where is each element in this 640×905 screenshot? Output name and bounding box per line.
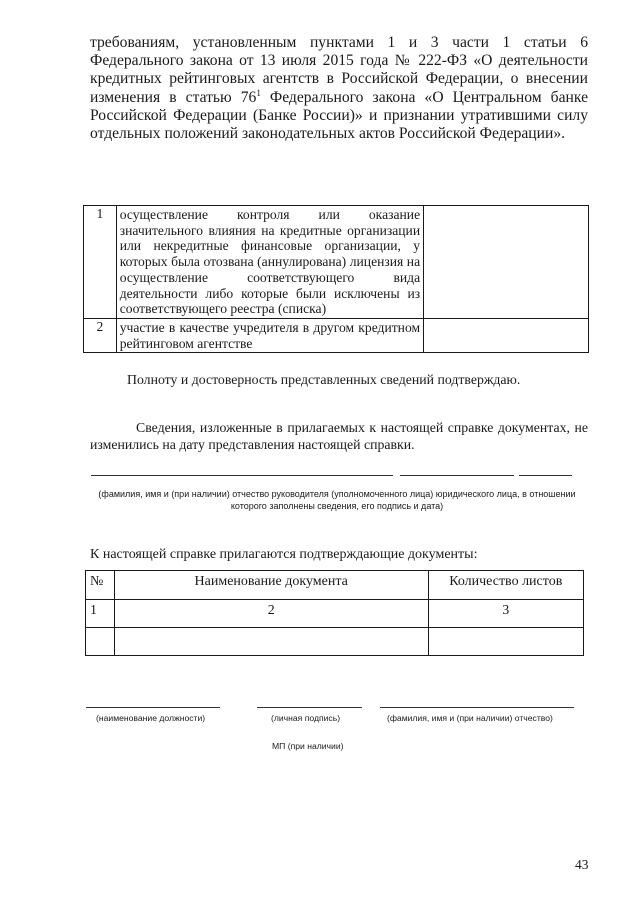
column-header-number: № — [86, 571, 115, 600]
table-header-row — [86, 571, 584, 600]
row-number: 2 — [84, 318, 117, 352]
table-cell: 2 — [114, 600, 428, 628]
page-number: 43 — [575, 857, 589, 872]
personal-signature-line[interactable] — [257, 707, 362, 708]
condition-text: осуществление контроля или оказание значительного влияния на кредитные организации или некредитные финансовые организации, у которых была отозвана (аннулирована) лицензия на осуществление соответствующего вида деятельности либо которые были исключены из соответствующего реестра (списка) — [116, 206, 423, 319]
stamp-caption: МП (при наличии) — [272, 741, 344, 751]
table-row — [86, 600, 584, 628]
unchanged-statement: Сведения, изложенные в прилагаемых к настоящей справке документах, не изменились на дату представления настоящей справки. — [90, 420, 588, 452]
position-caption: (наименование должности) — [96, 713, 206, 723]
column-header-document: Наименование документа — [114, 571, 428, 600]
table-cell[interactable] — [86, 628, 115, 656]
condition-value-cell[interactable] — [424, 318, 589, 352]
table-row — [86, 628, 584, 656]
signature-caption-small: (личная подпись) — [271, 713, 341, 723]
table-row — [84, 206, 589, 319]
confirmation-text: Полноту и достоверность представленных сведений подтверждаю. — [127, 372, 521, 387]
signature-caption: (фамилия, имя и (при наличии) отчество руководителя (уполномоченного лица) юридического лица, в отношении которого заполнены сведения, его подпись и дата) — [98, 489, 576, 511]
table-cell[interactable] — [114, 628, 428, 656]
date-line[interactable] — [519, 475, 572, 476]
row-number: 1 — [84, 206, 117, 319]
intro-text-part2: Федерального закона «О Центральном банке Российской Федерации (Банке России)» и признании утратившими силу отдельных положений законодательных актов Российской Федерации». — [90, 88, 588, 143]
attachments-heading: К настоящей справке прилагаются подтверждающие документы: — [90, 547, 478, 562]
intro-superscript: 1 — [256, 87, 261, 98]
position-line[interactable] — [86, 707, 220, 708]
conditions-table — [83, 205, 589, 353]
column-header-pages: Количество листов — [428, 571, 584, 600]
intro-paragraph — [90, 34, 588, 143]
intro-text-part1: требованиям, установленным пунктами 1 и 3 части 1 статьи 6 Федерального закона от 13 июля 2015 года № 222-ФЗ «О деятельности кредитных рейтинговых агентств в Российской Федерации, о внесении изменения в статью 76 — [90, 34, 588, 106]
condition-value-cell[interactable] — [424, 206, 589, 319]
table-cell: 3 — [428, 600, 584, 628]
signature-line[interactable] — [400, 475, 514, 476]
name-line[interactable] — [91, 475, 393, 476]
table-row — [84, 318, 589, 352]
attachments-table — [85, 570, 584, 656]
full-name-caption: (фамилия, имя и (при наличии) отчество) — [387, 713, 553, 723]
full-name-line[interactable] — [380, 707, 574, 708]
table-cell: 1 — [86, 600, 115, 628]
condition-text: участие в качестве учредителя в другом кредитном рейтинговом агентстве — [116, 318, 423, 352]
table-cell[interactable] — [428, 628, 584, 656]
